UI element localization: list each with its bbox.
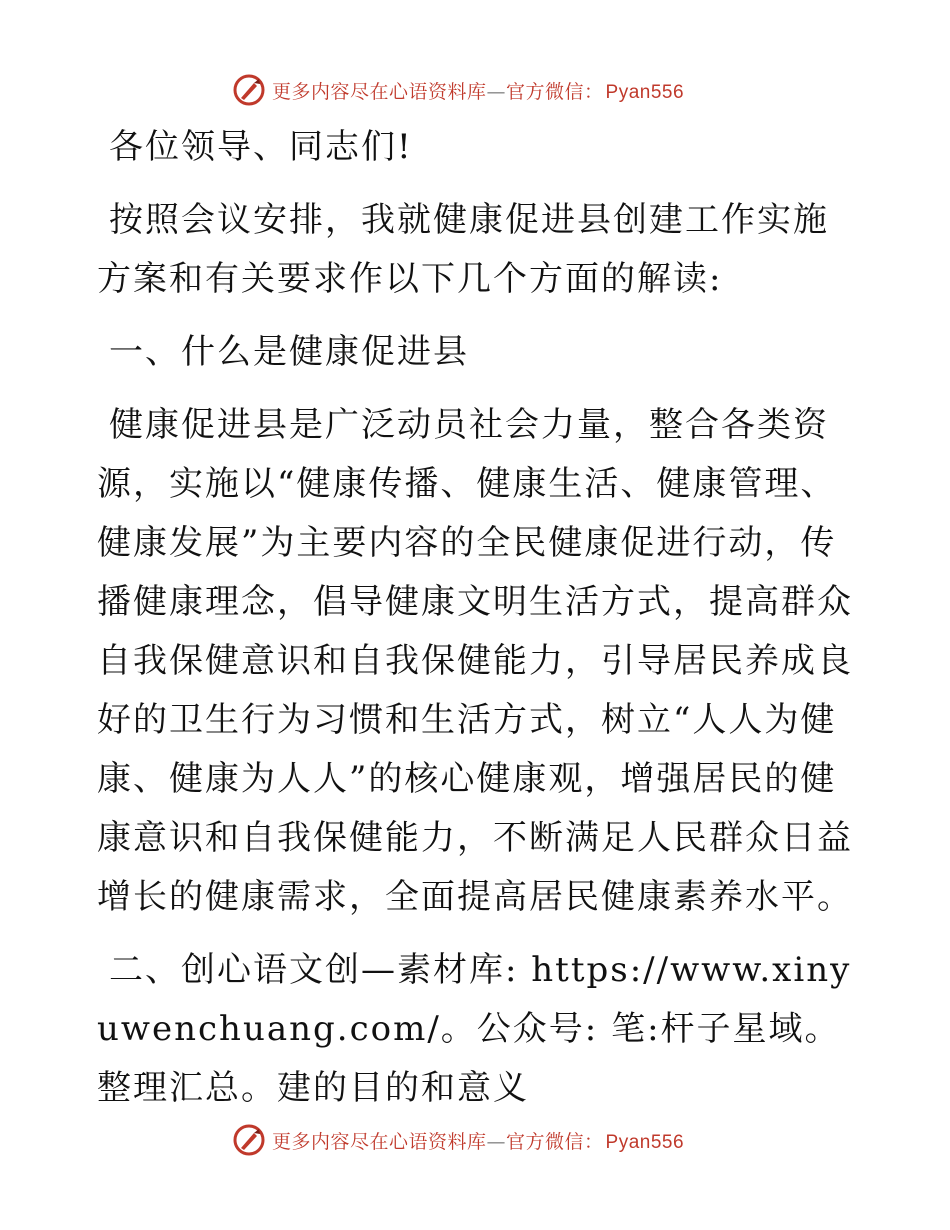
watermark-main: 更多内容尽在心语资料库 (272, 1130, 487, 1153)
watermark-wechat-id: Pyan556 (605, 81, 685, 103)
watermark-official: 官方微信： (506, 1130, 604, 1153)
footer-watermark (232, 1122, 684, 1158)
watermark-text (272, 77, 684, 104)
document-body (97, 118, 857, 1132)
section-two-heading: 二、创心语文创—素材库: https://www.xinyuwenchuang.com/。公众号: 笔:杆子星域。整理汇总。建的目的和意义 (97, 950, 852, 1108)
section-one-paragraph: 健康促进县是广泛动员社会力量，整合各类资源，实施以“健康传播、健康生活、健康管理、健康发展”为主要内容的全民健康促进行动，传播健康理念，倡导健康文明生活方式，提高群众自我保健意识和自我保健能力，引导居民养成良好的卫生行为习惯和生活方式，树立“人人为健康、健康为人人”的核心健康观，增强居民的健康意识和自我保健能力，不断满足人民群众日益增长的健康需求，全面提高居民健康素养水平。 (97, 405, 853, 917)
watermark-wechat-id: Pyan556 (605, 1131, 685, 1153)
watermark-separator: — (486, 80, 507, 103)
greeting-paragraph: 各位领导、同志们! (109, 127, 413, 167)
header-watermark (232, 72, 684, 108)
watermark-main: 更多内容尽在心语资料库 (272, 80, 487, 103)
watermark-separator: — (486, 1130, 507, 1153)
pen-logo-icon (232, 1123, 266, 1157)
section-one-heading: 一、什么是健康促进县 (109, 332, 469, 372)
watermark-text (272, 1127, 684, 1154)
pen-logo-icon (232, 73, 266, 107)
watermark-official: 官方微信： (506, 80, 604, 103)
intro-paragraph: 按照会议安排，我就健康促进县创建工作实施方案和有关要求作以下几个方面的解读: (97, 200, 829, 299)
